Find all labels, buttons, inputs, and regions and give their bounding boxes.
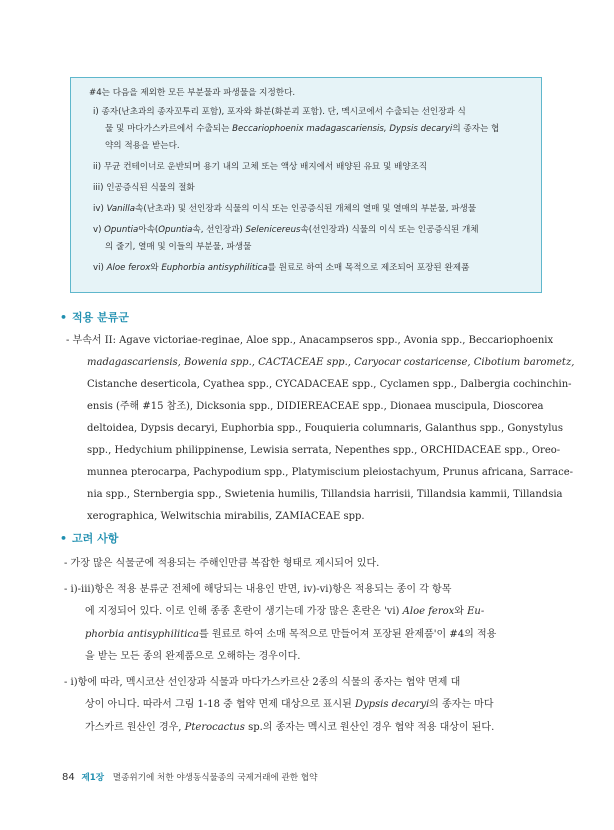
consideration-3-line-3-tail: sp.의 종자는 멕시코 원산인 경우 협약 적용 대상이 된다. [244, 721, 495, 733]
page-number: 84 [62, 772, 75, 783]
section-heading-considerations-text: 고려 사항 [72, 532, 119, 545]
consideration-2-line-2-text: 에 지정되어 있다. 이로 인해 종종 혼란이 생기는데 가장 많은 혼란은 'vi) [85, 606, 403, 617]
consideration-3-species: Dypsis decaryi [354, 699, 430, 710]
note-item-5-line2: 의 줄기, 열매 및 이들의 부분물, 파생물 [105, 242, 252, 252]
note-item-6-species-2: Euphorbia antisyphilitica [161, 263, 268, 273]
note-item-6-prefix: vi) [93, 263, 107, 273]
note-item-4 [91, 201, 531, 218]
note-item-1-line3: 약의 적용을 받는다. [105, 141, 180, 151]
note-item-6 [91, 260, 531, 277]
note-item-5-genus-2: Opuntia [158, 225, 193, 235]
consideration-2-line-1: - i)-iii)항은 적용 분류군 전체에 해당되는 내용인 반면, iv)-vi)항은 적용되는 종이 각 항목 [64, 583, 452, 595]
note-item-5-prefix: v) [93, 225, 105, 235]
note-item-2: ii) 무균 컨테이너로 운반되며 용기 내의 고체 또는 액상 배지에서 배양된 유묘 및 배양조직 [93, 162, 428, 172]
consideration-2-line-3 [64, 624, 546, 647]
consideration-2-species-2b: phorbia antisyphilitica [85, 628, 199, 640]
consideration-2-line-2 [64, 601, 546, 624]
note-item-1-species: Beccariophoenix madagascariensis, Dypsis decaryi [232, 124, 453, 134]
species-line-6: spp., Hedychium philippinense, Lewisia serrata, Nepenthes spp., ORCHIDACEAE spp., Oreo- [87, 445, 561, 456]
consideration-3-line-1: - i)항에 따라, 멕시코산 선인장과 식물과 마다가스카르산 2종의 식물의 종자는 협약 면제 대 [64, 676, 461, 688]
bullet-icon: • [60, 311, 68, 324]
consideration-3-line-2-text: 상이 아니다. 따라서 그림 1-18 중 협약 면제 대상으로 표시된 [85, 699, 355, 710]
note-item-5-text-2: 속, 선인장과) [192, 225, 246, 235]
species-line-9: xerographica, Welwitschia mirabilis, ZAMIACEAE spp. [87, 511, 365, 522]
note-item-4-prefix: iv) [93, 204, 107, 214]
note-item-3: iii) 인공증식된 식물의 절화 [93, 183, 195, 193]
note-item-1 [91, 104, 531, 155]
species-list [66, 330, 575, 528]
note-item-1-line2-tail: 의 종자는 협 [452, 124, 500, 134]
species-line-5: deltoidea, Dypsis decaryi, Euphorbia spp., Fouquieria columnaris, Galanthus spp., Gonystylus [87, 423, 564, 434]
note-item-4-text: 속(난초과) 및 선인장과 식물의 이식 또는 인공증식된 개체의 열매 및 열매의 부분물, 파생물 [135, 204, 477, 214]
consideration-3-line-3-text: 가스카르 원산인 경우, [85, 721, 185, 733]
bullet-icon: • [60, 532, 68, 545]
note-item-5 [91, 222, 531, 256]
species-line-4: ensis (주해 #15 참조), Dicksonia spp., DIDIEREACEAE spp., Dionaea muscipula, Dioscorea [87, 401, 544, 412]
consideration-2-line-3-text: 를 원료로 하여 소매 목적으로 만들어져 포장된 완제품'이 #4의 적용 [199, 628, 497, 640]
note-item-6-species-1: Aloe ferox [106, 263, 151, 273]
consideration-3-line-3 [64, 717, 546, 740]
consideration-1: - 가장 많은 식물군에 적용되는 주해인만큼 복잡한 형태로 제시되어 있다. [64, 558, 380, 569]
species-line-1: - 부속서 II: Agave victoriae-reginae, Aloe spp., Anacampseros spp., Avonia spp., Beccariophoenix [66, 335, 554, 346]
species-line-2: madagascariensis, Bowenia spp., CACTACEAE spp., Caryocar costaricense, Cibotium barometz, [87, 357, 575, 368]
species-line-7: munnea pterocarpa, Pachypodium spp., Platymiscium pleiostachyum, Prunus africana, Sarrace- [87, 467, 574, 478]
note-item-1-line2 [105, 121, 531, 138]
section-heading-species-text: 적용 분류군 [72, 311, 129, 324]
section-heading-species [60, 311, 129, 325]
consideration-3-line-2 [64, 694, 546, 717]
annotation-note-box [70, 77, 542, 293]
consideration-2-species-2a: Eu- [467, 606, 485, 617]
species-line-3: Cistanche deserticola, Cyathea spp., CYCADACEAE spp., Cyclamen spp., Dalbergia cochinchin- [87, 379, 572, 390]
consideration-3-genus: Pterocactus [184, 721, 245, 733]
note-item-6-text-2: 를 원료로 하여 소매 목적으로 제조되어 포장된 완제품 [267, 263, 470, 273]
note-item-6-text-1: 와 [150, 263, 162, 273]
chapter-label: 제1장 [81, 773, 105, 783]
consideration-2-line-2-conj: 와 [454, 606, 468, 617]
consideration-3-line-2-tail: 의 종자는 마다 [429, 699, 494, 710]
note-item-1-line2-text: 물 및 마다가스카르에서 수출되는 [105, 124, 233, 134]
consideration-2-species-1: Aloe ferox [402, 606, 455, 617]
note-intro: #4는 다음을 제외한 모든 부분물과 파생물을 지정한다. [89, 88, 296, 98]
note-item-5-text-3: 속(선인장과) 식물의 이식 또는 인공증식된 개체 [300, 225, 479, 235]
consideration-2-line-4: 을 받는 모든 종의 완제품으로 오해하는 경우이다. [85, 651, 301, 662]
note-item-5-genus-1: Opuntia [104, 225, 139, 235]
note-item-4-genus: Vanilla [106, 204, 136, 214]
species-line-8: nia spp., Sternbergia spp., Swietenia humilis, Tillandsia harrisii, Tillandsia kammii, Tillandsia [87, 489, 563, 500]
section-heading-considerations [60, 532, 118, 546]
note-item-5-genus-3: Selenicereus [245, 225, 301, 235]
considerations-text [64, 553, 546, 739]
page-footer [62, 772, 317, 784]
note-item-1-line1: i) 종자(난초과의 종자꼬투리 포함), 포자와 화분(화분괴 포함). 단, 멕시코에서 수출되는 선인장과 식 [93, 107, 466, 117]
note-item-5-text-1: 아속( [138, 225, 159, 235]
running-title: 멸종위기에 처한 야생동식물종의 국제거래에 관한 협약 [112, 773, 318, 783]
